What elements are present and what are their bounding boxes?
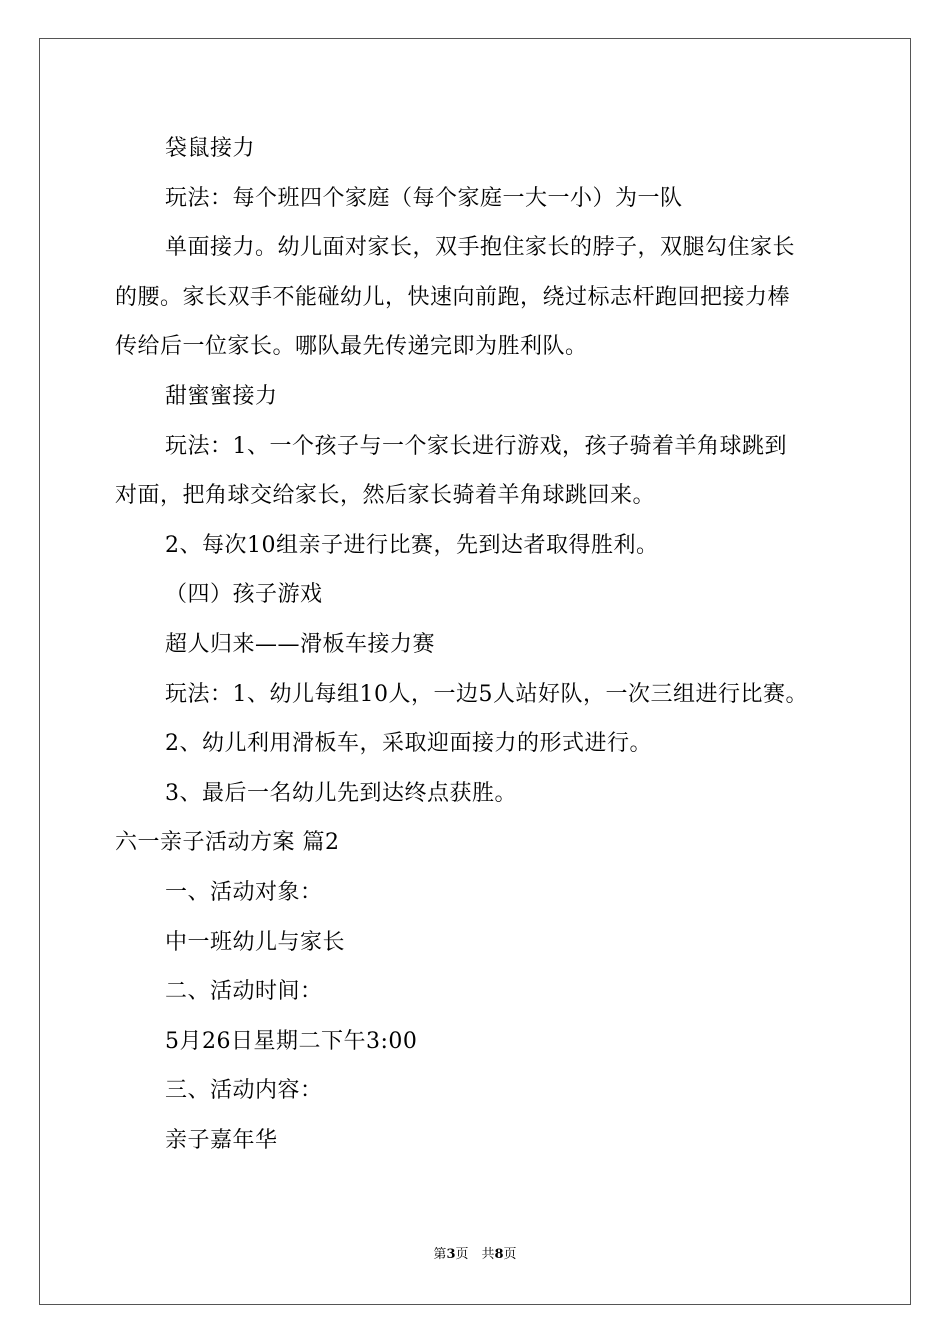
text-line: 六一亲子活动方案 篇2: [115, 830, 340, 856]
text-line: 对面，把角球交给家长，然后家长骑着羊角球跳回来。: [115, 483, 656, 509]
text-line: 的腰。家长双手不能碰幼儿，快速向前跑，绕过标志杆跑回把接力棒: [115, 284, 791, 310]
text-line: 三、活动内容：: [165, 1078, 323, 1104]
text-line: 亲子嘉年华: [165, 1127, 278, 1153]
document-body: [115, 124, 840, 1165]
text-line: 超人归来——滑板车接力赛: [165, 631, 436, 657]
footer-prefix: 第: [433, 1247, 447, 1262]
text-line: 二、活动时间：: [165, 979, 323, 1005]
text-line: 传给后一位家长。哪队最先传递完即为胜利队。: [115, 334, 588, 360]
footer-page-number: 3: [446, 1247, 456, 1262]
text-line: 2、每次10组亲子进行比赛，先到达者取得胜利。: [165, 532, 659, 558]
footer-total-pages: 8: [494, 1247, 504, 1262]
text-line: 中一班幼儿与家长: [165, 929, 346, 955]
text-line: 袋鼠接力: [165, 136, 256, 161]
text-line: 一、活动对象：: [165, 879, 323, 905]
text-line: 2、幼儿利用滑板车，采取迎面接力的形式进行。: [165, 731, 652, 757]
text-line: 5月26日星期二下午3:00: [165, 1028, 418, 1054]
text-line: 玩法：1、一个孩子与一个家长进行游戏，孩子骑着羊角球跳到: [165, 433, 787, 459]
text-line: 单面接力。幼儿面对家长，双手抱住家长的脖子，双腿勾住家长: [165, 235, 796, 261]
text-line: 甜蜜蜜接力: [165, 383, 278, 409]
text-line: 3、最后一名幼儿先到达终点获胜。: [165, 780, 517, 806]
text-line: 玩法：1、幼儿每组10人，一边5人站好队，一次三组进行比赛。: [165, 681, 808, 707]
page-footer: [0, 1246, 950, 1264]
footer-suffix: 页: [503, 1247, 517, 1262]
text-line: （四）孩子游戏: [165, 582, 323, 608]
footer-middle: 页 共: [455, 1247, 495, 1262]
text-line: 玩法：每个班四个家庭（每个家庭一大一小）为一队: [165, 185, 683, 211]
